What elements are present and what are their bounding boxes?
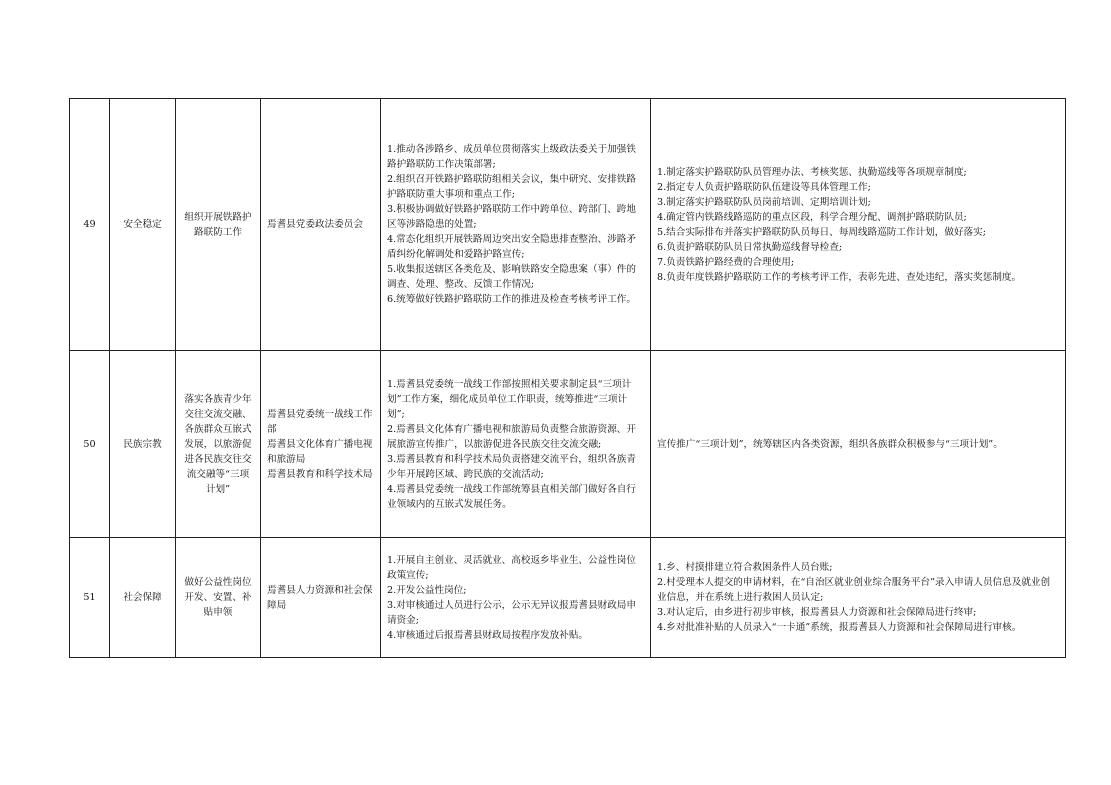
measure-item: 2.开发公益性岗位; [387,584,467,596]
measure-item: 4.焉耆县党委统一战线工作部统筹县直相关部门做好各自行业领域内的互嵌式发展任务。 [387,483,636,510]
row-number: 49 [70,99,110,351]
category-cell: 民族宗教 [110,351,176,538]
task-cell: 做好公益性岗位开发、安置、补贴申领 [176,538,261,658]
category-cell: 安全稳定 [110,99,176,351]
requirement-item: 4.确定管内铁路线路巡防的重点区段，科学合理分配、调剂护路联防队员; [657,211,967,223]
measure-item: 3.积极协调做好铁路护路联防工作中跨单位、跨部门、跨地区等涉路隐患的处置; [387,204,636,230]
requirements-cell [651,538,1066,658]
responsible-unit-cell [261,99,381,351]
measure-item: 3.焉耆县教育和科学技术局负责搭建交流平台，组织各族青少年开展跨区域、跨民族的交流活动; [387,453,636,480]
requirement-item: 8.负责年度铁路护路联防工作的考核考评工作，表彰先进、查处违纪，落实奖惩制度。 [657,271,1022,283]
responsibility-table [69,98,1066,658]
responsible-unit-cell [261,351,381,538]
requirement-item: 3.对认定后，由乡进行初步审核，报焉耆县人力资源和社会保障局进行终审; [657,607,977,618]
table-row [70,351,1066,538]
unit-line: 焉耆县党委政法委员会 [267,219,363,230]
measure-item: 5.收集报送辖区各类危及、影响铁路安全隐患案（事）件的调查、处理、整改、反馈工作情况; [387,264,636,290]
measure-item: 1.焉耆县党委统一战线工作部按照相关要求制定县“三项计划”工作方案，细化成员单位工作职责，统筹推进“三项计划”; [387,378,632,420]
requirements-cell [651,351,1066,538]
requirement-item: 宣传推广“三项计划”，统筹辖区内各类资源，组织各族群众积极参与“三项计划”。 [657,438,1003,450]
measure-item: 2.组织召开铁路护路联防组相关会议，集中研究、安排铁路护路联防重大事项和重点工作; [387,174,636,200]
row-number: 50 [70,351,110,538]
requirement-item: 4.乡对批准补贴的人员录入“一卡通”系统，报焉耆县人力资源和社会保障局进行审核。 [657,622,1022,633]
measures-cell [381,99,651,351]
requirement-item: 2.村受理本人提交的申请材料，在“自治区就业创业综合服务平台”录入申请人员信息及就业创业信息，并在系统上进行救困人员认定; [657,577,1051,603]
responsible-unit-cell [261,538,381,658]
requirement-item: 1.制定落实护路联防队员管理办法、考核奖惩、执勤巡线等各项规章制度; [657,166,967,178]
measure-item: 4.常态化组织开展铁路周边突出安全隐患排查整治、涉路矛盾纠纷化解调处和爱路护路宣传; [387,234,636,260]
measures-cell [381,351,651,538]
table-row [70,538,1066,658]
requirement-item: 1.乡、村摸排建立符合救困条件人员台账; [657,562,833,573]
measure-item: 3.对审核通过人员进行公示，公示无异议报焉耆县财政局申请资金; [387,599,636,626]
measure-item: 1.开展自主创业、灵活就业、高校返乡毕业生、公益性岗位政策宣传; [387,554,636,581]
unit-line: 焉耆县党委统一战线工作部 [267,408,373,435]
unit-line: 焉耆县人力资源和社会保障局 [267,584,373,611]
unit-line: 焉耆县文化体育广播电视和旅游局 [267,438,373,465]
unit-line: 焉耆县教育和科学技术局 [267,468,373,480]
measure-item: 1.推动各涉路乡、成员单位贯彻落实上级政法委关于加强铁路护路联防工作决策部署; [387,144,636,170]
requirement-item: 7.负责铁路护路经费的合理使用; [657,256,795,268]
requirement-item: 3.制定落实护路联防队员岗前培训、定期培训计划; [657,196,871,208]
task-cell: 落实各族青少年交往交流交融、各族群众互嵌式发展，以旅游促进各民族交往交流交融等“三项计划” [176,351,261,538]
measure-item: 2.焉耆县文化体育广播电视和旅游局负责整合旅游资源、开展旅游宣传推广，以旅游促进各民族交往交流交融; [387,423,636,450]
requirement-item: 6.负责护路联防队员日常执勤巡线督导检查; [657,241,843,253]
measure-item: 4.审核通过后报焉耆县财政局按程序发放补贴。 [387,629,589,641]
requirement-item: 2.指定专人负责护路联防队伍建设等具体管理工作; [657,181,871,193]
row-number: 51 [70,538,110,658]
measure-item: 6.统筹做好铁路护路联防工作的推进及检查考核考评工作。 [387,294,636,305]
table-row [70,99,1066,351]
requirement-item: 5.结合实际排布并落实护路联防队员每日、每周线路巡防工作计划，做好落实; [657,226,986,238]
category-cell: 社会保障 [110,538,176,658]
requirements-cell [651,99,1066,351]
measures-cell [381,538,651,658]
task-cell: 组织开展铁路护路联防工作 [176,99,261,351]
